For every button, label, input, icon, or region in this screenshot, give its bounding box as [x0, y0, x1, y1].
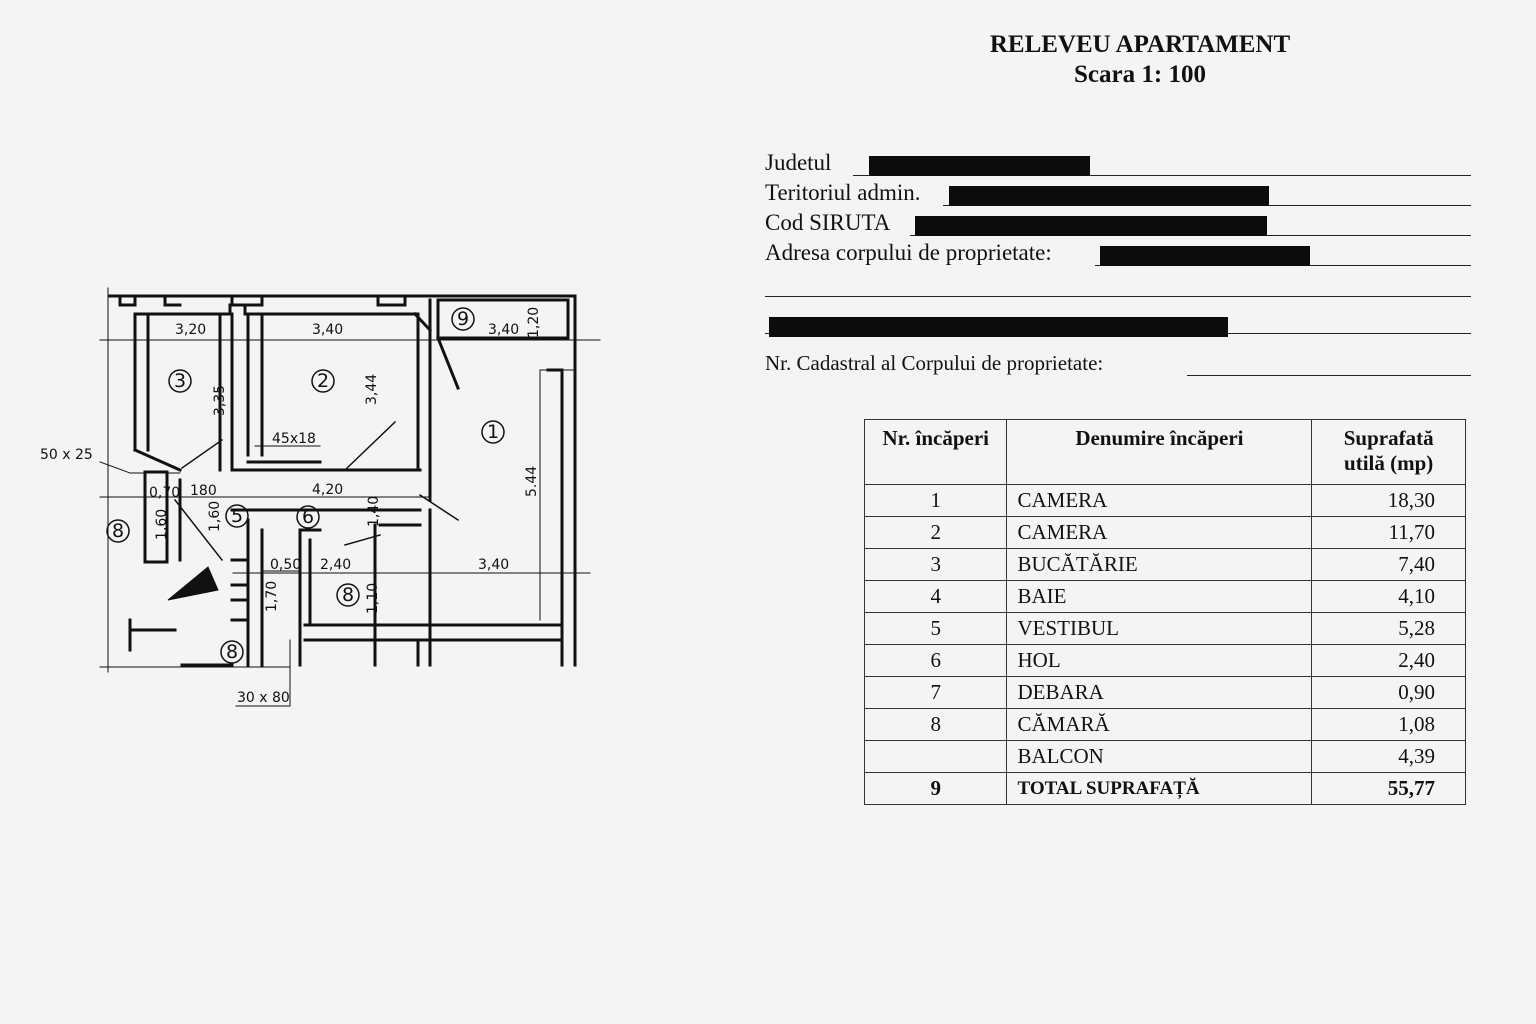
- row-area: 7,40: [1312, 549, 1466, 581]
- teritoriu-row: [765, 176, 1471, 206]
- dim-1-60-left: 1,60: [154, 508, 170, 540]
- dim-1-60-vestibul: 1,60: [207, 500, 223, 532]
- table-row: [865, 645, 1466, 677]
- judet-label: Judetul: [765, 150, 832, 175]
- document-title: RELEVEU APARTAMENT: [989, 31, 1291, 58]
- dim-3-20: 3,20: [175, 322, 207, 338]
- row-area: 5,28: [1312, 613, 1466, 645]
- adresa-label: Adresa corpului de proprietate:: [765, 240, 1052, 265]
- row-name: BAIE: [1007, 581, 1312, 613]
- dim-2-40: 2,40: [320, 557, 352, 573]
- dim-0-50: 0,50: [270, 557, 302, 573]
- teritoriu-label: Teritoriul admin.: [765, 180, 921, 205]
- dim-1-70: 1,70: [264, 580, 280, 612]
- row-nr: 1: [865, 485, 1007, 517]
- row-area: 0,90: [1312, 677, 1466, 709]
- dim-3-40-balcony: 3,40: [488, 322, 520, 338]
- dim-3-40-bottom: 3,40: [478, 557, 510, 573]
- dim-4-20: 4,20: [312, 482, 344, 498]
- row-nr: [865, 741, 1007, 773]
- scale-label: Scara 1: 100: [1074, 61, 1206, 88]
- dim-3-40-top: 3,40: [312, 322, 344, 338]
- total-area: 55,77: [1312, 773, 1466, 805]
- judet-row: [765, 146, 1471, 176]
- adresa-row: [765, 236, 1471, 266]
- room-number-1: 1: [486, 421, 500, 443]
- dim-3-35: 3,35: [212, 384, 228, 416]
- row-name: HOL: [1007, 645, 1312, 677]
- row-nr: 7: [865, 677, 1007, 709]
- table-total-row: [865, 773, 1466, 805]
- row-area: 4,39: [1312, 741, 1466, 773]
- table-row: [865, 517, 1466, 549]
- total-nr: 9: [865, 773, 1007, 805]
- row-name: BALCON: [1007, 741, 1312, 773]
- table-row: [865, 485, 1466, 517]
- row-nr: 6: [865, 645, 1007, 677]
- row-area: 2,40: [1312, 645, 1466, 677]
- dim-45x18: 45x18: [272, 431, 316, 447]
- table-header-row: [865, 420, 1466, 485]
- room-number-5: 5: [230, 505, 244, 527]
- table-row: [865, 677, 1466, 709]
- room-number-8-center: 8: [341, 584, 355, 606]
- table-row: [865, 709, 1466, 741]
- dim-1-40: 1,40: [366, 495, 382, 527]
- dim-50x25: 50 x 25: [40, 447, 93, 463]
- row-nr: 5: [865, 613, 1007, 645]
- row-area: 18,30: [1312, 485, 1466, 517]
- table-row: [865, 581, 1466, 613]
- header-name: Denumire încăperi: [1007, 420, 1312, 485]
- adresa-continuation-row: [765, 304, 1471, 334]
- dim-30x80: 30 x 80: [237, 690, 290, 706]
- dim-3-44: 3,44: [364, 373, 380, 405]
- row-nr: 4: [865, 581, 1007, 613]
- blank-line: [765, 296, 1471, 297]
- floor-plan: [0, 0, 640, 720]
- cadastral-label: Nr. Cadastral al Corpului de proprietate:: [765, 351, 1104, 375]
- row-name: DEBARA: [1007, 677, 1312, 709]
- room-number-8-left: 8: [111, 520, 125, 542]
- table-row: [865, 741, 1466, 773]
- adresa-continuation-redaction: [769, 317, 1228, 337]
- cadastral-row: [765, 346, 1471, 376]
- dim-1-10: 1,10: [365, 582, 381, 614]
- row-area: 1,08: [1312, 709, 1466, 741]
- header-nr: Nr. încăperi: [865, 420, 1007, 485]
- room-number-3: 3: [173, 370, 187, 392]
- siruta-redaction: [915, 216, 1267, 236]
- row-area: 4,10: [1312, 581, 1466, 613]
- dim-180: 180: [190, 483, 217, 499]
- judet-redaction: [869, 156, 1090, 176]
- total-label: TOTAL SUPRAFAȚĂ: [1007, 773, 1312, 805]
- room-number-8-bottom: 8: [225, 641, 239, 663]
- room-number-9: 9: [456, 308, 470, 330]
- siruta-label: Cod SIRUTA: [765, 210, 891, 235]
- row-name: CĂMARĂ: [1007, 709, 1312, 741]
- header-area: Suprafată utilă (mp): [1312, 420, 1466, 485]
- teritoriu-redaction: [949, 186, 1269, 206]
- row-name: BUCĂTĂRIE: [1007, 549, 1312, 581]
- entrance-arrow-icon: [168, 567, 218, 600]
- row-name: CAMERA: [1007, 485, 1312, 517]
- title-block: [940, 30, 1340, 90]
- siruta-row: [765, 206, 1471, 236]
- row-nr: 3: [865, 549, 1007, 581]
- room-number-6: 6: [301, 506, 315, 528]
- dim-0-70: 0,70: [149, 485, 181, 501]
- dim-1-20: 1,20: [526, 306, 542, 338]
- rooms-table: [864, 419, 1466, 805]
- row-area: 11,70: [1312, 517, 1466, 549]
- cadastral-underline: [1187, 375, 1471, 376]
- row-nr: 8: [865, 709, 1007, 741]
- table-row: [865, 613, 1466, 645]
- room-number-2: 2: [316, 370, 330, 392]
- adresa-redaction: [1100, 246, 1310, 266]
- row-nr: 2: [865, 517, 1007, 549]
- walls: [110, 296, 575, 665]
- row-name: CAMERA: [1007, 517, 1312, 549]
- table-row: [865, 549, 1466, 581]
- row-name: VESTIBUL: [1007, 613, 1312, 645]
- dim-5-44: 5.44: [524, 465, 540, 497]
